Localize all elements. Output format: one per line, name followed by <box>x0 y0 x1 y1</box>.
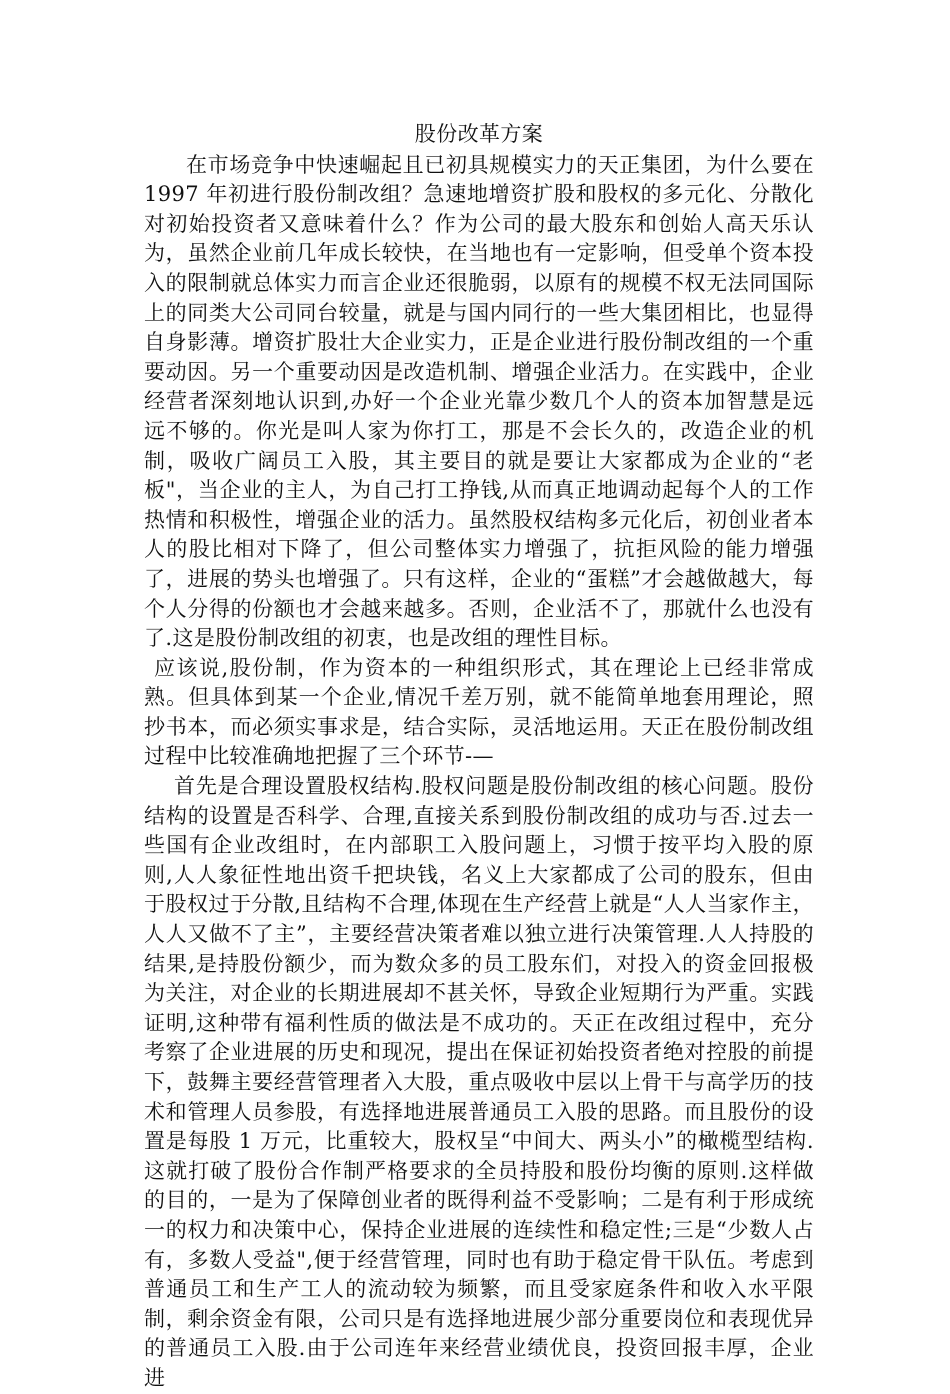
paragraph-theory: 应该说,股份制，作为资本的一种组织形式，其在理论上已经非常成熟。但具体到某一个企业,情况千差万别，就不能简单地套用理论，照抄书本，而必须实事求是，结合实际，灵活地运用。天正在股份制改组过程中比较准确地把握了三个环节-— <box>144 655 814 769</box>
paragraph-equity-structure: 首先是合理设置股权结构.股权问题是股份制改组的核心问题。股份结构的设置是否科学、合理,直接关系到股份制改组的成功与否.过去一些国有企业改组时，在内部职工入股问题上，习惯于按平均入股的原则,人人象征性地出资千把块钱，名义上大家都成了公司的股东，但由于股权过于分散,且结构不合理,体现在生产经营上就是“人人当家作主，人人又做不了主”，主要经营决策者难以独立进行决策管理.人人持股的结果,是持股份额少，而为数众多的员工股东们，对投入的资金回报极为关注，对企业的长期进展却不甚关怀，导致企业短期行为严重。实践证明,这种带有福利性质的做法是不成功的。天正在改组过程中，充分考察了企业进展的历史和现况，提出在保证初始投资者绝对控股的前提下，鼓舞主要经营管理者入大股，重点吸收中层以上骨干与高学历的技术和管理人员参股，有选择地进展普通员工入股的思路。而且股份的设置是每股 1 万元，比重较大，股权呈“中间大、两头小”的橄榄型结构.这就打破了股份合作制严格要求的全员持股和股份均衡的原则.这样做的目的，一是为了保障创业者的既得利益不受影响；二是有利于形成统一的权力和决策中心，保持企业进展的连续性和稳定性;三是“少数人占有，多数人受益",便于经营管理，同时也有助于稳定骨干队伍。考虑到普通员工和生产工人的流动较为频繁，而且受家庭条件和收入水平限制，剩余资金有限，公司只是有选择地进展少部分重要岗位和表现优异的普通员工入股.由于公司连年来经营业绩优良，投资回报丰厚，企业进 <box>144 774 814 1390</box>
paragraph-background: 在市场竞争中快速崛起且已初具规模实力的天正集团，为什么要在 1997 年初进行股份制改组？急速地增资扩股和股权的多元化、分散化对初始投资者又意味着什么？作为公司的最大股东和创始人高天乐认为，虽然企业前几年成长较快，在当地也有一定影响，但受单个资本投入的限制就总体实力而言企业还很脆弱，以原有的规模不权无法同国际上的同类大公司同台较量，就是与国内同行的一些大集团相比，也显得自身影薄。增资扩股壮大企业实力，正是企业进行股份制改组的一个重要动因。另一个重要动因是改造机制、增强企业活力。在实践中，企业经营者深刻地认识到,办好一个企业光靠少数几个人的资本加智慧是远远不够的。你光是叫人家为你打工，那是不会长久的，改造企业的机制，吸收广阔员工入股，其主要目的就是要让大家都成为企业的“老板"，当企业的主人，为自己打工挣钱,从而真正地调动起每个人的工作热情和积极性，增强企业的活力。虽然股权结构多元化后，初创业者本人的股比相对下降了，但公司整体实力增强了，抗拒风险的能力增强了，进展的势头也增强了。只有这样，企业的“蛋糕”才会越做越大，每个人分得的份额也才会越来越多。否则，企业活不了，那就什么也没有了.这是股份制改组的初衷，也是改组的理性目标。 <box>144 152 814 651</box>
document-title: 股份改革方案 <box>414 122 544 146</box>
document-page <box>144 120 814 1394</box>
